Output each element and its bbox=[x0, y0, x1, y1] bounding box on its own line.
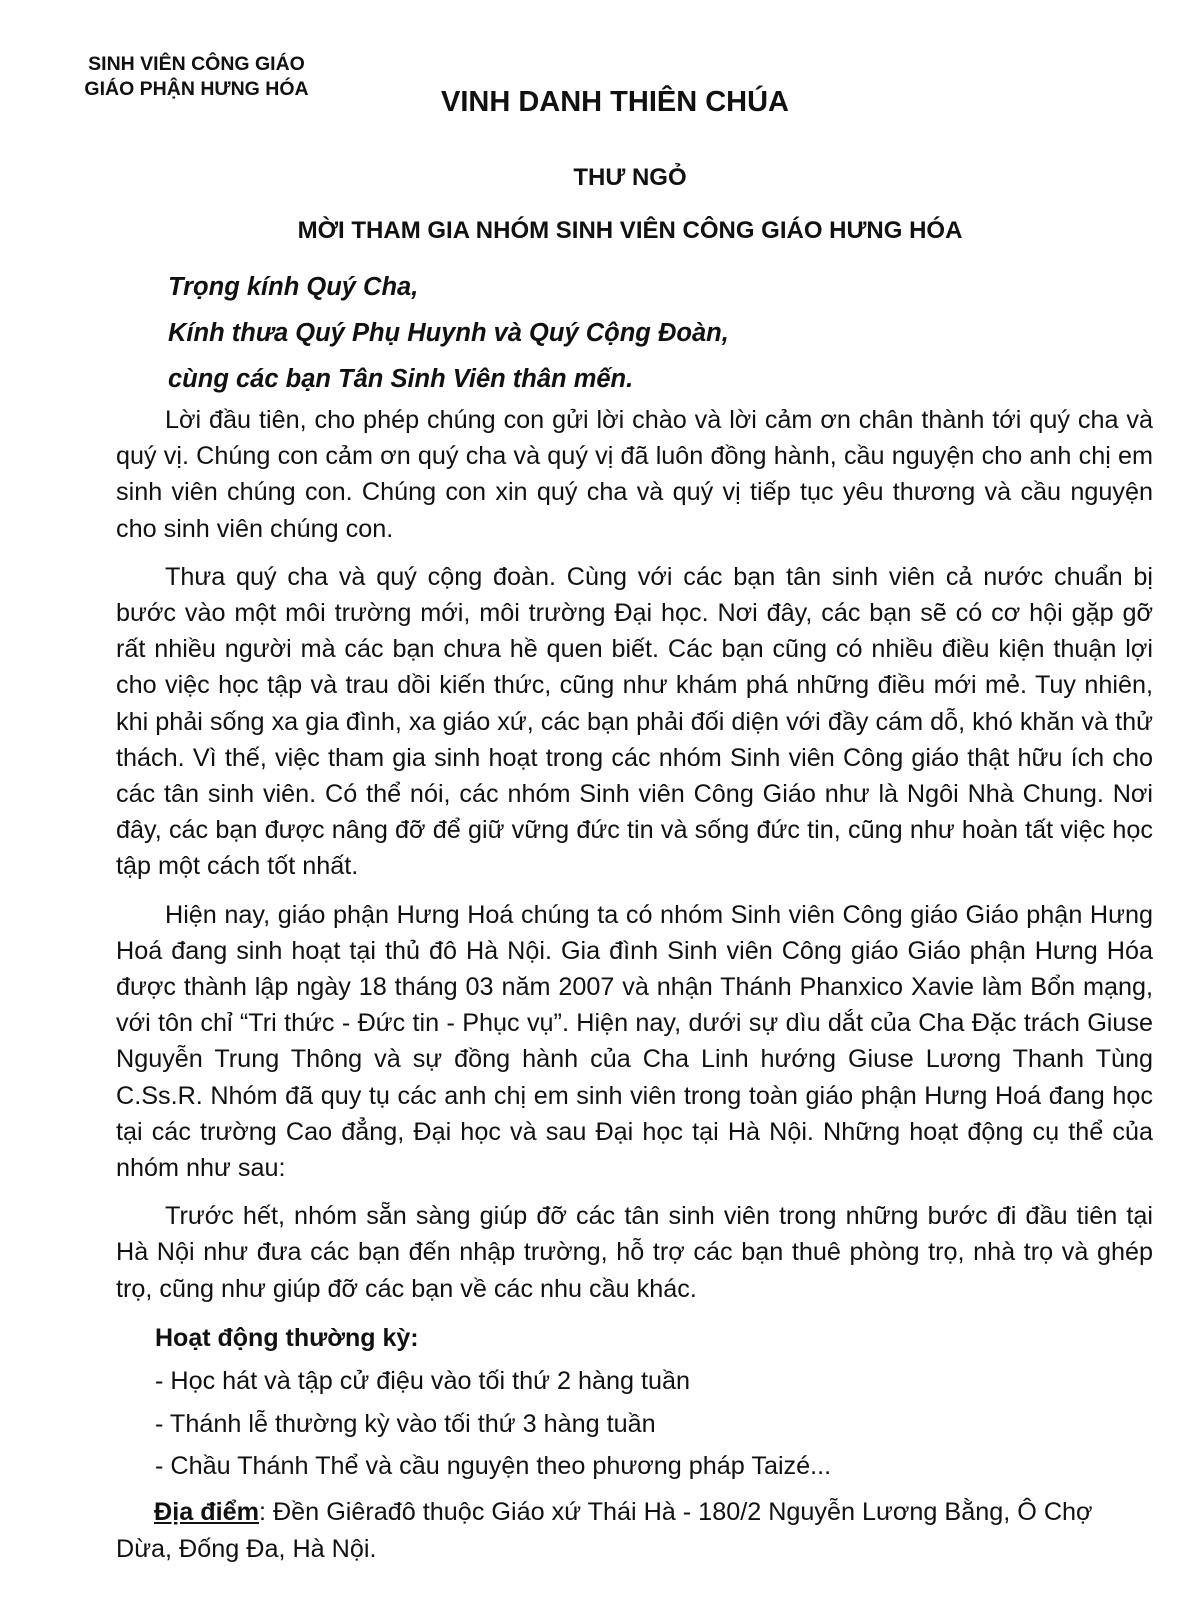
motto-heading: VINH DANH THIÊN CHÚA bbox=[441, 86, 789, 118]
location bbox=[116, 1494, 1153, 1568]
location-text: Đền Giêrađô thuộc Giáo xứ Thái Hà - 180/2 Nguyễn Lương Bằng, Ô Chợ Dừa, Đống Đa, Hà Nội. bbox=[116, 1498, 1093, 1563]
activity-item: - Học hát và tập cử điệu vào tối thứ 2 hàng tuần bbox=[155, 1367, 691, 1395]
body-paragraph: Trước hết, nhóm sẵn sàng giúp đỡ các tân sinh viên trong những bước đi đầu tiên tại Hà Nội như đưa các bạn đến nhập trường, hỗ trợ các bạn thuê phòng trọ, nhà trọ và ghép trọ, cũng như giúp đỡ các bạn về các nhu cầu khác. bbox=[116, 1202, 1153, 1303]
salutation-line: Kính thưa Quý Phụ Huynh và Quý Cộng Đoàn, bbox=[168, 319, 729, 347]
letter-body bbox=[116, 402, 1153, 1307]
salutation bbox=[168, 264, 729, 402]
letter-subtitle: MỜI THAM GIA NHÓM SINH VIÊN CÔNG GIÁO HƯNG HÓA bbox=[297, 217, 963, 244]
body-paragraph: Lời đầu tiên, cho phép chúng con gửi lời chào và lời cảm ơn chân thành tới quý cha và quý vị. Chúng con cảm ơn quý cha và quý vị đã luôn đồng hành, cầu nguyện cho anh chị em sinh viên chúng con. Chúng con xin quý cha và quý vị tiếp tục yêu thương và cầu nguyện cho sinh viên chúng con. bbox=[116, 406, 1153, 543]
organization-line-1: SINH VIÊN CÔNG GIÁO bbox=[88, 53, 305, 75]
salutation-line: Trọng kính Quý Cha, bbox=[168, 273, 419, 301]
activity-item: - Thánh lễ thường kỳ vào tối thứ 3 hàng tuần bbox=[155, 1409, 656, 1438]
regular-activities-list bbox=[155, 1360, 831, 1488]
body-paragraph: Hiện nay, giáo phận Hưng Hoá chúng ta có nhóm Sinh viên Công giáo Giáo phận Hưng Hoá đang sinh hoạt tại thủ đô Hà Nội. Gia đình Sinh viên Công giáo Giáo phận Hưng Hóa được thành lập ngày 18 tháng 03 năm 2007 và nhận Thánh Phanxico Xavie làm Bổn mạng, với tôn chỉ “Tri thức - Đức tin - Phục vụ”. Hiện nay, dưới sự dìu dắt của Cha Đặc trách Giuse Nguyễn Trung Thông và sự đồng hành của Cha Linh hướng Giuse Lương Thanh Tùng C.Ss.R. Nhóm đã quy tụ các anh chị em sinh viên trong toàn giáo phận Hưng Hoá đang học tại các trường Cao đẳng, Đại học và sau Đại học tại Hà Nội. Những hoạt động cụ thể của nhóm như sau: bbox=[116, 900, 1153, 1183]
body-paragraph: Thưa quý cha và quý cộng đoàn. Cùng với các bạn tân sinh viên cả nước chuẩn bị bước vào một môi trường mới, môi trường Đại học. Nơi đây, các bạn sẽ có cơ hội gặp gỡ rất nhiều người mà các bạn chưa hề quen biết. Các bạn cũng có nhiều điều kiện thuận lợi cho việc học tập và trau dồi kiến thức, cũng như khám phá những điều mới mẻ. Tuy nhiên, khi phải sống xa gia đình, xa giáo xứ, các bạn phải đối diện với đầy cám dỗ, khó khăn và thử thách. Vì thế, việc tham gia sinh hoạt trong các nhóm Sinh viên Công giáo thật hữu ích cho các tân sinh viên. Có thể nói, các nhóm Sinh viên Công Giáo như là Ngôi Nhà Chung. Nơi đây, các bạn được nâng đỡ để giữ vững đức tin và sống đức tin, cũng như hoàn tất việc học tập một cách tốt nhất. bbox=[116, 562, 1153, 881]
location-separator: : bbox=[258, 1498, 273, 1526]
salutation-line: cùng các bạn Tân Sinh Viên thân mến. bbox=[168, 365, 634, 393]
regular-activities-heading: Hoạt động thường kỳ: bbox=[155, 1324, 419, 1352]
organization-line-2: GIÁO PHẬN HƯNG HÓA bbox=[84, 78, 309, 100]
activity-item: - Chầu Thánh Thể và cầu nguyện theo phương pháp Taizé... bbox=[155, 1452, 832, 1480]
location-label: Địa điểm bbox=[154, 1498, 259, 1526]
letter-title: THƯ NGỎ bbox=[573, 164, 687, 191]
